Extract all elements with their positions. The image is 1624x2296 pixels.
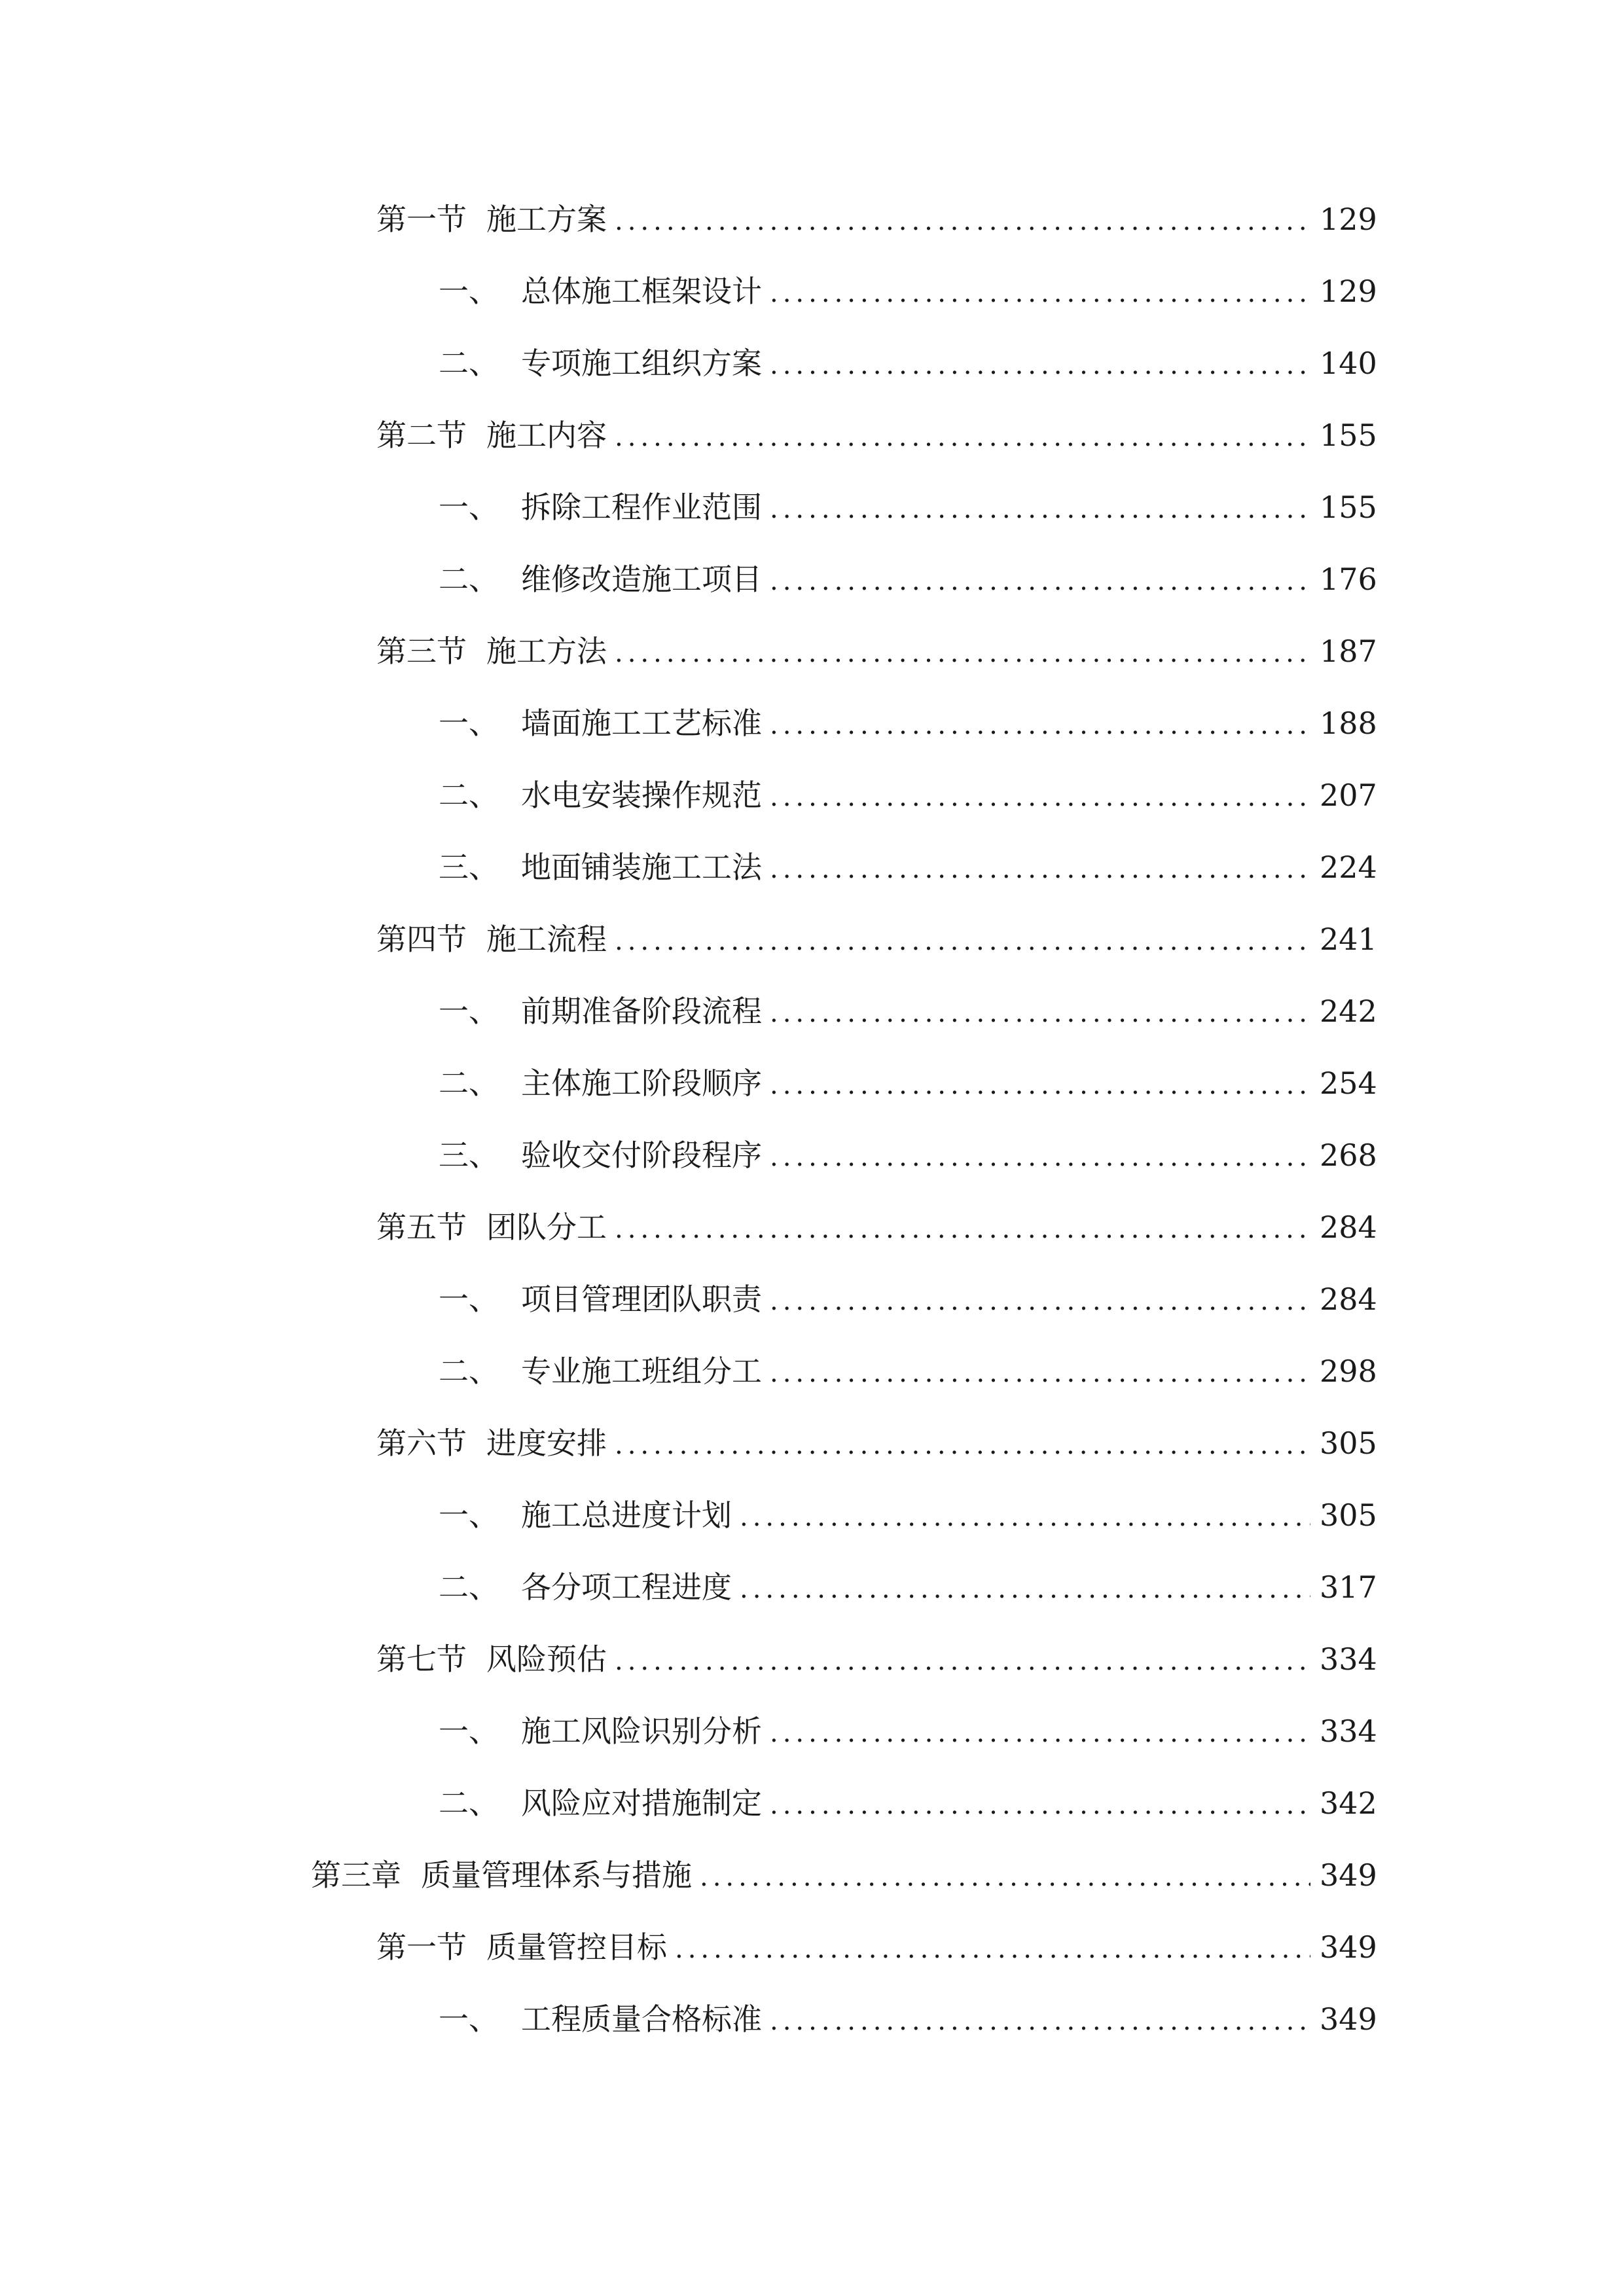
toc-entry-page: 342 bbox=[1320, 1785, 1377, 1821]
toc-entry-title: 风险应对措施制定 bbox=[521, 1785, 762, 1821]
toc-entry[interactable] bbox=[376, 1201, 1377, 1253]
toc-entry[interactable] bbox=[439, 1129, 1377, 1181]
toc-entry-label: 第六节 bbox=[376, 1426, 467, 1461]
toc-entry[interactable] bbox=[439, 1345, 1377, 1397]
toc-entry-title: 主体施工阶段顺序 bbox=[521, 1066, 762, 1101]
toc-entry-title: 拆除工程作业范围 bbox=[521, 490, 762, 525]
toc-entry-page: 155 bbox=[1320, 418, 1377, 453]
toc-entry-page: 155 bbox=[1320, 490, 1377, 525]
toc-entry-page: 140 bbox=[1320, 346, 1377, 381]
toc-entry-page: 305 bbox=[1320, 1426, 1377, 1461]
dot-leader bbox=[770, 339, 1310, 391]
dot-leader bbox=[770, 1347, 1310, 1399]
toc-entry-label: 二、 bbox=[439, 1570, 499, 1605]
toc-entry-title: 风险预估 bbox=[486, 1641, 607, 1677]
dot-leader bbox=[700, 1851, 1310, 1903]
toc-entry[interactable] bbox=[376, 1417, 1377, 1469]
toc-entry-label: 一、 bbox=[439, 994, 499, 1029]
toc-entry-title: 验收交付阶段程序 bbox=[521, 1138, 762, 1173]
toc-entry[interactable] bbox=[376, 193, 1377, 245]
toc-entry-label: 二、 bbox=[439, 1066, 499, 1101]
toc-entry-title: 施工总进度计划 bbox=[521, 1498, 732, 1533]
toc-entry-label: 一、 bbox=[439, 1498, 499, 1533]
toc-entry[interactable] bbox=[376, 1921, 1377, 1973]
toc-entry[interactable] bbox=[439, 697, 1377, 749]
toc-entry-page: 298 bbox=[1320, 1354, 1377, 1389]
toc-entry-label: 第三节 bbox=[376, 634, 467, 669]
toc-entry-label: 二、 bbox=[439, 562, 499, 597]
toc-entry[interactable] bbox=[439, 1057, 1377, 1109]
dot-leader bbox=[615, 915, 1310, 967]
toc-entry-page: 187 bbox=[1320, 634, 1377, 669]
dot-leader bbox=[770, 267, 1310, 319]
toc-entry-title: 维修改造施工项目 bbox=[521, 562, 762, 597]
toc-entry-label: 一、 bbox=[439, 706, 499, 741]
dot-leader bbox=[770, 843, 1310, 895]
toc-entry-page: 317 bbox=[1320, 1570, 1377, 1605]
dot-leader bbox=[770, 555, 1310, 607]
toc-entry-label: 第一节 bbox=[376, 1929, 467, 1965]
toc-entry-label: 三、 bbox=[439, 850, 499, 885]
toc-entry-page: 284 bbox=[1320, 1210, 1377, 1245]
toc-entry[interactable] bbox=[439, 841, 1377, 893]
dot-leader bbox=[740, 1491, 1310, 1543]
dot-leader bbox=[615, 1635, 1310, 1687]
toc-entry[interactable] bbox=[439, 1273, 1377, 1325]
toc-entry-label: 一、 bbox=[439, 274, 499, 309]
dot-leader bbox=[615, 627, 1310, 679]
toc-entry-title: 地面铺装施工工法 bbox=[521, 850, 762, 885]
toc-entry[interactable] bbox=[439, 769, 1377, 821]
toc-entry-page: 207 bbox=[1320, 778, 1377, 813]
dot-leader bbox=[740, 1563, 1310, 1615]
toc-entry-label: 第二节 bbox=[376, 418, 467, 453]
dot-leader bbox=[770, 699, 1310, 751]
toc-entry[interactable] bbox=[311, 1849, 1377, 1901]
toc-entry-page: 349 bbox=[1320, 1857, 1377, 1893]
toc-entry[interactable] bbox=[376, 1633, 1377, 1685]
toc-entry-page: 305 bbox=[1320, 1498, 1377, 1533]
toc-entry-title: 项目管理团队职责 bbox=[521, 1282, 762, 1317]
toc-entry-title: 施工流程 bbox=[486, 922, 607, 957]
toc-entry-label: 二、 bbox=[439, 346, 499, 381]
toc-entry-label: 二、 bbox=[439, 1354, 499, 1389]
toc-entry-title: 施工方法 bbox=[486, 634, 607, 669]
toc-entry-page: 334 bbox=[1320, 1641, 1377, 1677]
dot-leader bbox=[770, 1275, 1310, 1327]
toc-entry-title: 施工内容 bbox=[486, 418, 607, 453]
dot-leader bbox=[770, 1131, 1310, 1183]
toc-entry[interactable] bbox=[376, 913, 1377, 965]
toc-entry[interactable] bbox=[439, 1777, 1377, 1829]
toc-entry[interactable] bbox=[439, 1489, 1377, 1541]
toc-entry-title: 墙面施工工艺标准 bbox=[521, 706, 762, 741]
toc-entry-label: 第一节 bbox=[376, 202, 467, 237]
toc-entry-label: 二、 bbox=[439, 1785, 499, 1821]
toc-entry-label: 第七节 bbox=[376, 1641, 467, 1677]
toc-entry[interactable] bbox=[376, 625, 1377, 677]
toc-entry-title: 进度安排 bbox=[486, 1426, 607, 1461]
toc-entry-page: 349 bbox=[1320, 1929, 1377, 1965]
toc-entry[interactable] bbox=[439, 1561, 1377, 1613]
dot-leader bbox=[770, 1707, 1310, 1759]
toc-entry-title: 前期准备阶段流程 bbox=[521, 994, 762, 1029]
dot-leader bbox=[770, 987, 1310, 1039]
toc-entry-page: 254 bbox=[1320, 1066, 1377, 1101]
toc-entry-title: 各分项工程进度 bbox=[521, 1570, 732, 1605]
toc-entry-page: 284 bbox=[1320, 1282, 1377, 1317]
toc-entry[interactable] bbox=[439, 985, 1377, 1037]
toc-entry-page: 334 bbox=[1320, 1713, 1377, 1749]
toc-entry-title: 施工风险识别分析 bbox=[521, 1713, 762, 1749]
toc-entry-page: 349 bbox=[1320, 2001, 1377, 2037]
toc-entry-label: 一、 bbox=[439, 2001, 499, 2037]
toc-entry-label: 二、 bbox=[439, 778, 499, 813]
toc-entry-page: 224 bbox=[1320, 850, 1377, 885]
toc-entry[interactable] bbox=[439, 265, 1377, 317]
toc-entry[interactable] bbox=[439, 337, 1377, 389]
toc-entry-page: 176 bbox=[1320, 562, 1377, 597]
toc-entry-title: 总体施工框架设计 bbox=[521, 274, 762, 309]
toc-entry-title: 专项施工组织方案 bbox=[521, 346, 762, 381]
toc-entry-label: 一、 bbox=[439, 490, 499, 525]
toc-entry-page: 188 bbox=[1320, 706, 1377, 741]
toc-entry[interactable] bbox=[439, 553, 1377, 605]
dot-leader bbox=[675, 1923, 1310, 1975]
dot-leader bbox=[615, 195, 1310, 247]
toc-entry-page: 129 bbox=[1320, 274, 1377, 309]
toc-entry-label: 第三章 bbox=[311, 1857, 401, 1893]
toc-entry-label: 一、 bbox=[439, 1282, 499, 1317]
dot-leader bbox=[770, 1059, 1310, 1111]
dot-leader bbox=[770, 483, 1310, 535]
dot-leader bbox=[615, 411, 1310, 463]
toc-entry[interactable] bbox=[439, 1705, 1377, 1757]
dot-leader bbox=[770, 1995, 1310, 2047]
toc-entry-title: 质量管理体系与措施 bbox=[421, 1857, 692, 1893]
toc-entry[interactable] bbox=[439, 1993, 1377, 2045]
toc-entry-label: 第五节 bbox=[376, 1210, 467, 1245]
toc-entry[interactable] bbox=[376, 409, 1377, 461]
toc-entry-page: 242 bbox=[1320, 994, 1377, 1029]
toc-entry-label: 第四节 bbox=[376, 922, 467, 957]
dot-leader bbox=[770, 1779, 1310, 1831]
toc-entry-title: 水电安装操作规范 bbox=[521, 778, 762, 813]
toc-entry-label: 三、 bbox=[439, 1138, 499, 1173]
toc-entry-page: 129 bbox=[1320, 202, 1377, 237]
toc-entry-title: 工程质量合格标准 bbox=[521, 2001, 762, 2037]
toc-entry-title: 团队分工 bbox=[486, 1210, 607, 1245]
dot-leader bbox=[770, 771, 1310, 823]
dot-leader bbox=[615, 1203, 1310, 1255]
toc-entry-page: 241 bbox=[1320, 922, 1377, 957]
dot-leader bbox=[615, 1419, 1310, 1471]
toc-entry-title: 专业施工班组分工 bbox=[521, 1354, 762, 1389]
toc-entry-title: 质量管控目标 bbox=[486, 1929, 667, 1965]
toc-entry-title: 施工方案 bbox=[486, 202, 607, 237]
toc-entry-page: 268 bbox=[1320, 1138, 1377, 1173]
toc-entry-label: 一、 bbox=[439, 1713, 499, 1749]
toc-entry[interactable] bbox=[439, 481, 1377, 533]
